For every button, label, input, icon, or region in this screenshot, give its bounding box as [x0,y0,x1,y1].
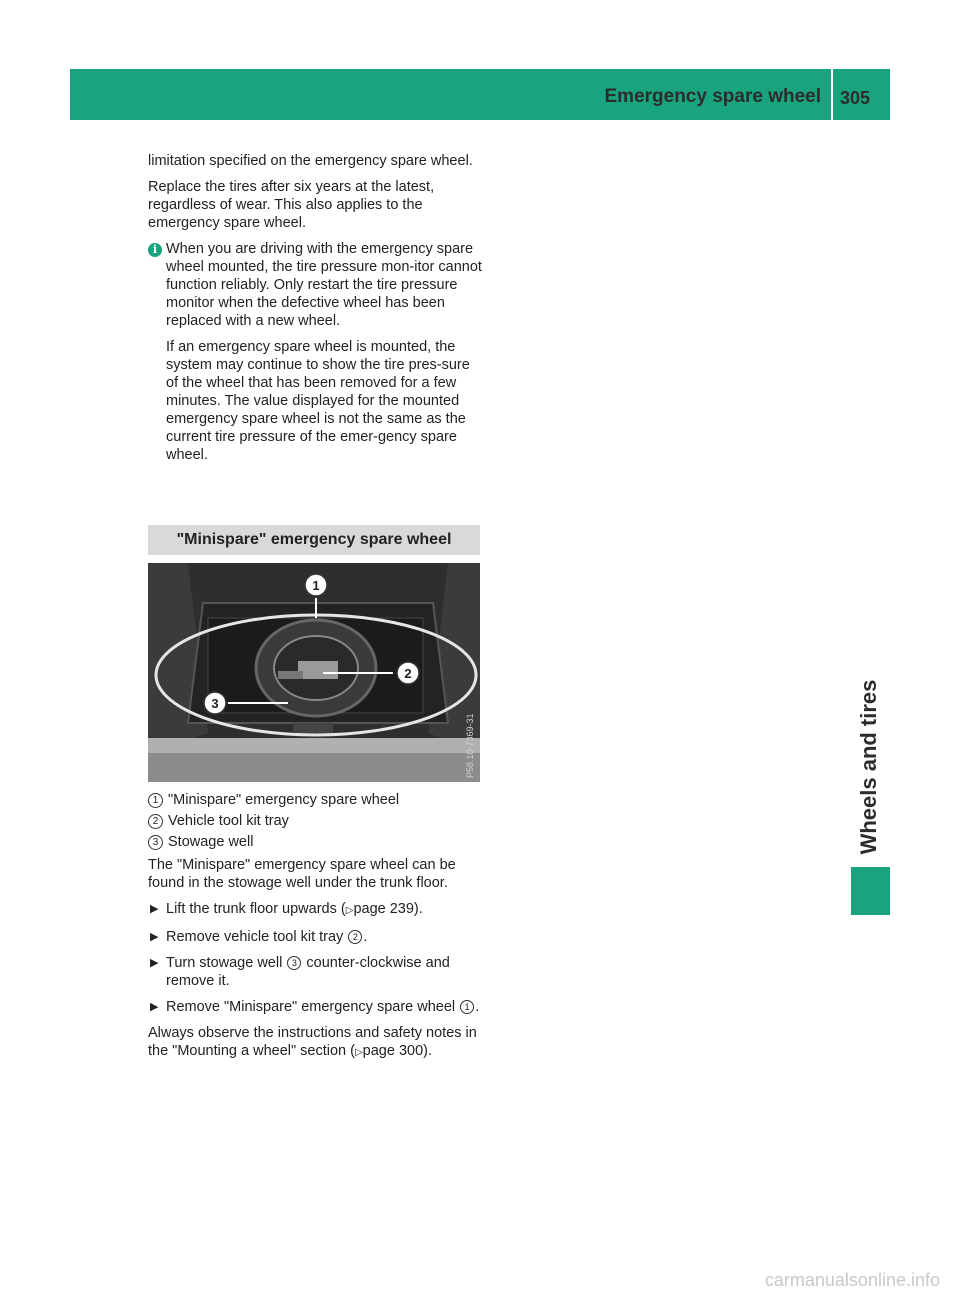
trunk-illustration [148,563,480,782]
info-note [148,240,483,464]
page-ref-icon: ▷ [354,1047,363,1058]
legend-text: Stowage well [168,834,254,850]
step-item: ▶ Remove vehicle tool kit tray 2 . [150,929,368,945]
intro-column [148,152,483,472]
step-item: ▶ Lift the trunk floor upwards (▷page 239). [150,901,423,917]
step-item: ▶ Remove "Minispare" emergency spare wheel 1 . [150,999,480,1015]
svg-text:2: 2 [404,666,412,681]
step-arrow-icon: ▶ [150,931,159,943]
figure-code: P58.10-7369-31 [465,713,475,778]
svg-text:1: 1 [312,578,320,593]
inline-number: 2 [348,930,362,944]
page-ref-link[interactable]: page 300). [362,1043,433,1059]
side-tab-label: Wheels and tires [856,679,881,855]
body-paragraph: The "Minispare" emergency spare wheel can be found in the stowage well under the trunk floor. [148,857,456,891]
callout-1 [305,574,327,596]
side-tab [852,672,892,862]
legend-text: "Minispare" emergency spare wheel [168,792,400,808]
step-arrow-icon: ▶ [150,957,159,969]
step-arrow-icon: ▶ [150,1001,159,1013]
step-item: ▶ Turn stowage well 3 counter-clockwise and remove it. [150,955,450,989]
watermark-text: carmanualsonline.info [764,1270,940,1290]
body-paragraph: Always observe the instructions and safety notes in the "Mounting a wheel" section (▷page 300). [148,1025,477,1059]
svg-text:3: 3 [211,696,219,711]
info-icon: i [148,243,162,257]
page-title: Emergency spare wheel [604,86,821,107]
trunk-figure [148,563,480,782]
legend-text: Vehicle tool kit tray [168,813,289,829]
intro-paragraph: Replace the tires after six years at the latest, regardless of wear. This also applies to the emergency spare wheel. [148,179,435,231]
callout-3 [204,692,226,714]
section-heading: "Minispare" emergency spare wheel [148,525,480,555]
page-ref-link[interactable]: page 239). [353,901,423,917]
legend-item [148,833,483,851]
figure-legend [148,791,483,854]
intro-paragraph: limitation specified on the emergency spare wheel. [148,153,473,169]
inline-number: 1 [460,1000,474,1014]
step-arrow-icon: ▶ [150,903,159,915]
inline-number: 3 [287,956,301,970]
legend-number: 3 [148,835,163,850]
page-number: 305 [840,88,871,108]
page-ref-icon: ▷ [345,905,354,916]
legend-item [148,791,483,809]
legend-item [148,812,483,830]
side-tab-marker [851,867,890,915]
watermark [0,1262,960,1302]
header-divider [831,69,833,120]
instructions [148,856,483,1070]
callout-2 [397,662,419,684]
info-text: If an emergency spare wheel is mounted, the system may continue to show the tire pres-sure of the wheel that has been removed for a few minutes. The value displayed for the mounted emergency spare wheel is not the same as the current tire pressure of the emer-gency spare wheel. [166,339,470,463]
legend-number: 2 [148,814,163,829]
info-text: When you are driving with the emergency spare wheel mounted, the tire pressure mon-itor cannot function reliably. Only restart the tire pressure monitor when the defective wheel has been replaced with a new wheel. [166,241,482,329]
legend-number: 1 [148,793,163,808]
